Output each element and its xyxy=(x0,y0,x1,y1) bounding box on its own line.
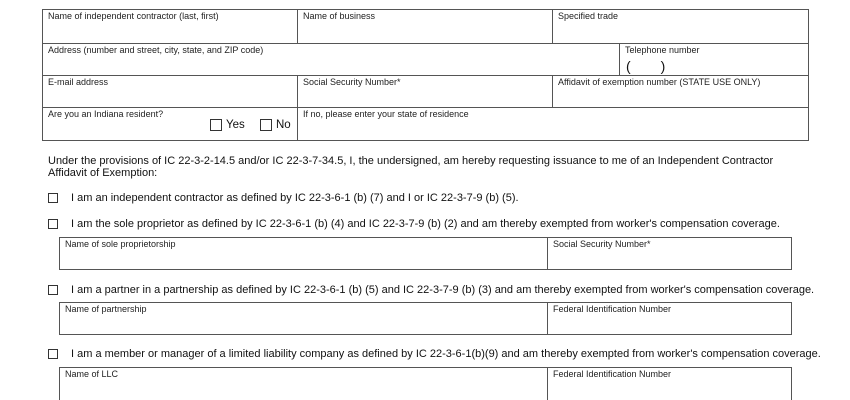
paren-open: ( xyxy=(626,58,631,74)
no-checkbox[interactable] xyxy=(260,119,272,131)
option-text: I am a member or manager of a limited liability company as defined by IC 22-3-6-1(b)(9) and am thereby exempted from worker's compensation coverage. xyxy=(71,348,821,360)
partnership-name-field[interactable] xyxy=(60,303,548,334)
partnership-name-label: Name of partnership xyxy=(65,304,147,314)
telephone-area-code xyxy=(626,58,665,74)
contractor-info-grid xyxy=(42,9,809,141)
affidavit-number-field xyxy=(553,76,808,108)
business-name-label: Name of business xyxy=(303,11,376,21)
yes-checkbox[interactable] xyxy=(210,119,222,131)
option-partnership[interactable] xyxy=(48,284,814,296)
contractor-name-field[interactable] xyxy=(43,10,298,44)
address-label: Address (number and street, city, state, and ZIP code) xyxy=(48,45,264,55)
option-sole-proprietor[interactable] xyxy=(48,218,780,230)
option-text: I am a partner in a partnership as defined by IC 22-3-6-1 (b) (5) and IC 22-3-7-9 (b) (3) and am thereby exempted from worker's compensation coverage. xyxy=(71,284,815,296)
option-text: I am an independent contractor as defined by IC 22-3-6-1 (b) (7) and I or IC 22-3-7-9 (b) (5). xyxy=(71,192,519,204)
ssn-field[interactable] xyxy=(298,76,553,108)
llc-fein-label: Federal Identification Number xyxy=(553,369,672,379)
sole-proprietor-ssn-field[interactable] xyxy=(548,238,791,269)
sole-proprietorship-name-field[interactable] xyxy=(60,238,548,269)
email-field[interactable] xyxy=(43,76,298,108)
ssn-label: Social Security Number* xyxy=(303,77,401,87)
option-checkbox[interactable] xyxy=(48,285,58,295)
option-checkbox[interactable] xyxy=(48,193,58,203)
option-text: I am the sole proprietor as defined by IC 22-3-6-1 (b) (4) and IC 22-3-7-9 (b) (2) and am thereby exempted from worker's compensation coverage. xyxy=(71,218,780,230)
sole-proprietor-ssn-label: Social Security Number* xyxy=(553,239,651,249)
email-label: E-mail address xyxy=(48,77,109,87)
telephone-field[interactable] xyxy=(620,44,808,76)
paren-close: ) xyxy=(660,58,666,74)
llc-name-label: Name of LLC xyxy=(65,369,119,379)
indiana-resident-field xyxy=(43,108,298,140)
contractor-name-label: Name of independent contractor (last, first) xyxy=(48,11,219,21)
sole-proprietorship-name-label: Name of sole proprietorship xyxy=(65,239,176,249)
state-of-residence-label: If no, please enter your state of residence xyxy=(303,109,469,119)
indiana-resident-label: Are you an Indiana resident? xyxy=(48,109,164,119)
yes-label: Yes xyxy=(226,119,245,131)
business-name-field[interactable] xyxy=(298,10,553,44)
no-label: No xyxy=(276,119,291,131)
resident-yes-option[interactable] xyxy=(210,119,245,131)
specified-trade-label: Specified trade xyxy=(558,11,619,21)
llc-grid xyxy=(59,367,792,400)
affidavit-number-label: Affidavit of exemption number (STATE USE ONLY) xyxy=(558,77,761,87)
partnership-fein-label: Federal Identification Number xyxy=(553,304,672,314)
state-of-residence-field[interactable] xyxy=(298,108,808,140)
sole-proprietor-grid xyxy=(59,237,792,270)
intro-text: Under the provisions of IC 22-3-2-14.5 and/or IC 22-3-7-34.5, I, the undersigned, am hereby requesting issuance to me of an Independent Contractor Affidavit of Exemption: xyxy=(48,155,774,179)
llc-name-field[interactable] xyxy=(60,368,548,400)
specified-trade-field[interactable] xyxy=(553,10,808,44)
address-field[interactable] xyxy=(43,44,620,76)
telephone-label: Telephone number xyxy=(625,45,700,55)
option-llc[interactable] xyxy=(48,348,821,360)
llc-fein-field[interactable] xyxy=(548,368,791,400)
option-checkbox[interactable] xyxy=(48,219,58,229)
option-independent-contractor[interactable] xyxy=(48,192,519,204)
resident-no-option[interactable] xyxy=(260,119,291,131)
partnership-grid xyxy=(59,302,792,335)
option-checkbox[interactable] xyxy=(48,349,58,359)
partnership-fein-field[interactable] xyxy=(548,303,791,334)
